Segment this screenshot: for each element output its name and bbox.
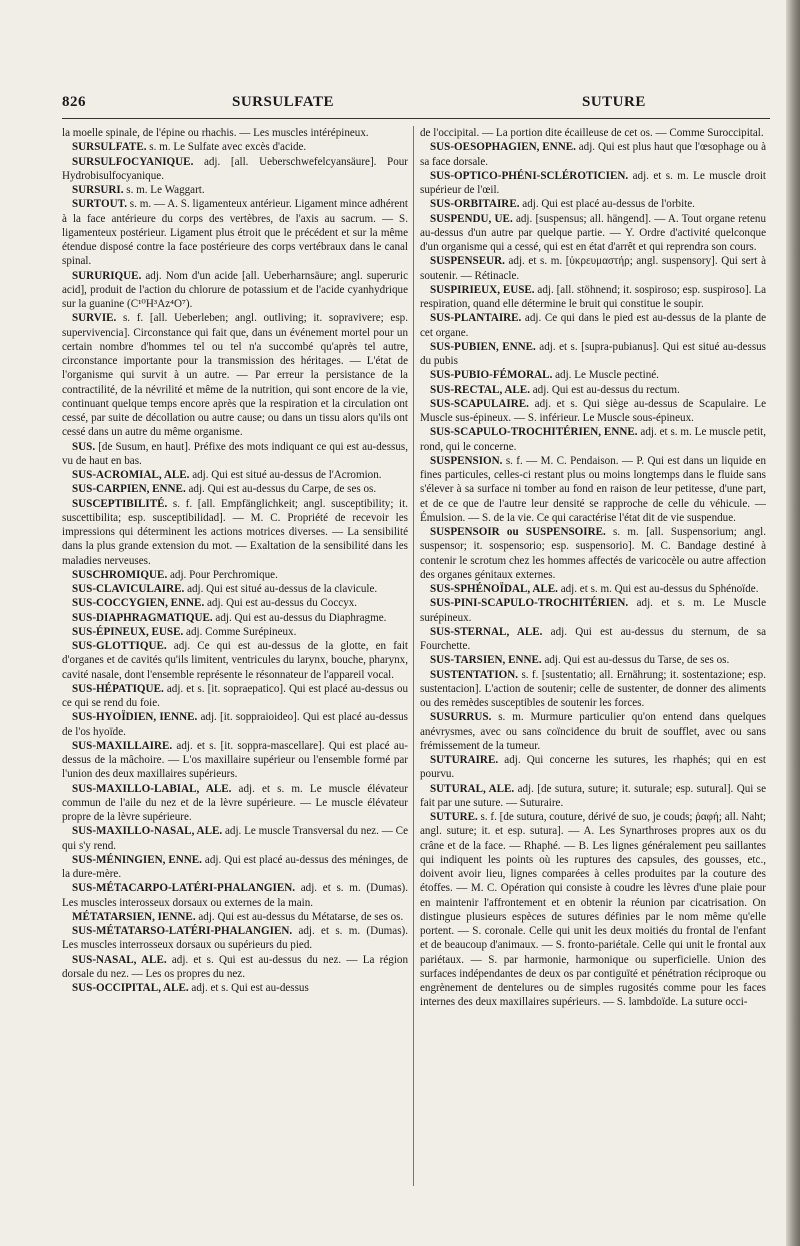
entry-headword: SUTURE.: [430, 811, 478, 823]
dictionary-entry: [420, 525, 766, 582]
entry-headword: SUS-MAXILLO-NASAL, ALE.: [72, 825, 223, 838]
entry-definition: adj. [it. soppraioideo]. Qui est placé au-dessus de l'os hyoïde.: [62, 711, 408, 738]
entry-headword: SUS-SCAPULAIRE.: [430, 397, 529, 410]
entry-definition: adj. Qui est au-dessus du sternum, de sa Fourchette.: [420, 625, 766, 652]
entry-headword: SUS-ÉPINEUX, EUSE.: [72, 625, 184, 638]
entry-definition: adj. et s. m. (Dumas). Les muscles interosseux dorsaux ou externes de la main.: [62, 882, 408, 909]
entry-definition: adj. Qui est au-dessus du Tarse, de ses os.: [541, 654, 730, 667]
entry-headword: SUS-STERNAL, ALE.: [430, 625, 543, 638]
dictionary-entry: [420, 283, 766, 312]
dictionary-entry: [62, 497, 408, 568]
entry-headword: SUS-MÉNINGIEN, ENNE.: [72, 853, 202, 866]
entry-definition: s. m. Le Sulfate avec excès d'acide.: [146, 141, 307, 154]
entry-definition: adj. et s. Qui est au-dessus du nez. — La région dorsale du nez. — Les os propres du nez.: [62, 953, 408, 980]
dictionary-entry: [420, 668, 766, 711]
dictionary-entry: [62, 611, 408, 625]
dictionary-entry: [62, 739, 408, 782]
entry-headword: MÉTATARSIEN, IENNE.: [72, 910, 196, 923]
entry-definition: adj. et s. Qui est au-dessus: [188, 982, 309, 994]
dictionary-entry: [62, 924, 408, 953]
entry-definition: adj. Le muscle Transversal du nez. — Ce qui s'y rend.: [62, 825, 408, 852]
entry-headword: SURVIE.: [72, 312, 117, 325]
entry-headword: SUSPENSOIR ou SUSPENSOIRE.: [430, 526, 606, 538]
entry-headword: SUTURAIRE.: [430, 754, 499, 766]
entry-headword: SUS-PUBIO-FÉMORAL.: [430, 369, 553, 382]
dictionary-entry: [420, 425, 766, 454]
entry-definition: adj. et s. Qui siège au-dessus de Scapulaire. Le Muscle sus-épineux. — S. inférieur. Le Muscle sous-épineux.: [420, 397, 766, 424]
dictionary-entry: [62, 468, 408, 482]
entry-definition: adj. et s. [supra-pubianus]. Qui est situé au-dessus du pubis: [420, 340, 767, 367]
entry-definition: adj. et s. [it. sopraepatico]. Qui est placé au-dessus ou ce qui se rend du foie.: [62, 682, 408, 709]
entry-definition: adj. Qui est situé au-dessus de la clavicule.: [184, 583, 378, 595]
dictionary-entry: [62, 568, 408, 582]
dictionary-entry: [420, 383, 766, 397]
entry-headword: SUS.: [72, 440, 96, 453]
entry-definition: s. f. — M. C. Pendaison. — P. Qui est dans un liquide en fines particules, celles-ci restant plus ou moins longtemps dans le fluide sans s'élever à sa surface ni tomber au fond en raison de leur petitesse, d'une part, et de ce que de l'autre leur densité se rapproche de celle du véhicule. —Émulsion. — S. de la vie. Ce qui caractérise l'état dit de vie suspendue.: [420, 454, 766, 524]
dictionary-entry: [62, 155, 408, 184]
entry-headword: SURTOUT.: [72, 198, 127, 211]
entry-headword: SUSCEPTIBILITÉ.: [72, 497, 168, 510]
right-column: [420, 126, 766, 1010]
page-edge: [786, 0, 800, 1246]
entry-definition: s. m. Le Waggart.: [123, 184, 205, 196]
entry-definition: adj. Le Muscle pectiné.: [552, 369, 659, 382]
entry-definition: s. m. [all. Suspensorium; angl. suspensor; it. sospensorio; esp. suspensorio]. M. C. Bandage destiné à contenir le scrotum chez les hommes affectés de varicocèle ou autre affection des organes génitaux externes.: [420, 526, 766, 581]
dictionary-entry: [420, 810, 766, 1010]
header-rule: [62, 118, 770, 119]
dictionary-entry: [420, 582, 766, 596]
entry-definition: adj. [suspensus; all. hängend]. — A. Tout organe retenu au-dessus d'un autre par quelque partie. — Y. Ordre d'activité quelconque d'un organisme qui a cessé, qui est en état d'arrêt et qui reprendra son cours.: [420, 212, 766, 253]
entry-definition: s. f. [sustentatio; all. Ernährung; it. sostentazione; esp. sustentacion]. L'action de soutenir; celle de sustenter, de donner des aliments ou des remèdes susceptibles de soutenir les forces.: [420, 668, 766, 709]
entry-headword: SUS-MÉTATARSO-LATÉRI-PHALANGIEN.: [72, 925, 293, 937]
dictionary-entry: [420, 397, 766, 426]
dictionary-entry: [62, 269, 408, 312]
entry-definition: adj. Qui est au-dessus du Diaphragme.: [212, 611, 387, 624]
entry-definition: adj. et s. m. Le Muscle surépineux.: [420, 597, 766, 624]
entry-definition: adj. et s. m. Le muscle droit supérieur de l'œil.: [420, 169, 766, 196]
entry-definition: adj. Ce qui est au-dessus de la glotte, en fait d'organes et de cavités qu'ils limitent, ventricules du larynx, bouche, pharynx, cavité nasale, dont l'ensemble représente le résonnateur de l'appareil vocal.: [62, 640, 408, 681]
entry-headword: SUS-OESOPHAGIEN, ENNE.: [430, 141, 576, 154]
entry-definition: adj. [all. Ueberschwefelcyansäure]. Pour Hydrobisulfocyanique.: [62, 155, 408, 182]
right-running-head: SUTURE: [582, 94, 646, 110]
entry-headword: SUTURAL, ALE.: [430, 782, 515, 795]
entry-headword: SUSTENTATION.: [430, 668, 519, 681]
entry-definition: adj. Nom d'un acide [all. Ueberharnsäure; angl. superuric acid], produit de l'action du chlorure de potassium et de l'acide cyanhydrique sur la guanine (C¹⁰H³Az⁴O⁷).: [62, 269, 408, 310]
dictionary-entry: [62, 197, 408, 268]
entry-headword: SUS-CLAVICULAIRE.: [72, 583, 185, 595]
page-header: [62, 94, 762, 116]
dictionary-entry: [420, 126, 766, 140]
dictionary-entry: [420, 140, 766, 169]
dictionary-entry: [420, 169, 766, 198]
entry-definition: s. m. — A. S. ligamenteux antérieur. Ligament mince adhérent à la face antérieure du corps des vertèbres, de l'axis au sacrum. — S. ligamenteux postérieur. Ligament plus étroit que le précédent et sur la même étendue disposé contre la face postérieure des corps vertébraux dans le canal spinal.: [62, 198, 408, 268]
entry-headword: SUSURRUS.: [430, 711, 492, 724]
dictionary-entry: [62, 782, 408, 825]
entry-headword: SURSULFATE.: [72, 141, 147, 154]
entry-definition: adj. et s. m. Qui est au-dessus du Sphénoïde.: [557, 583, 759, 595]
left-running-head: SURSULFATE: [232, 94, 334, 110]
entry-definition: adj. Qui concerne les sutures, les rhaphés; qui en est pourvu.: [420, 754, 766, 781]
entry-headword: SUS-ORBITAIRE.: [430, 198, 520, 211]
dictionary-entry: [62, 625, 408, 639]
dictionary-entry: [62, 682, 408, 711]
entry-definition: s. f. [de sutura, couture, dérivé de suo, je couds; ῥαφή; all. Naht; angl. suture; it. et esp. sutura]. — A. Les Synarthroses propres aux os du crâne et de la face. — Rhaphé. — B. Les lignes généralement peu saillantes qui indiquent les points où les ruptures des capsules, des gousses, etc., doivent avoir lieu, lignes comparées à celles produites par la couture des étoffes. — M. C. Opération qui consiste à coudre les lèvres d'une plaie pour en maintenir l'affrontement et en obtenir la réunion par cicatrisation. On distingue plusieurs espèces de sutures définies par le nom même qu'elle portent. — S. coronale. Celle qui unit les deux moitiés du frontal de l'enfant et de beaucoup d'animaux. — S. fronto-pariétale. Celle qui unit le frontal aux pariétaux. — S. par harmonie, harmonique ou superficielle. Union des surfaces indépendantes de deux os par contiguïté et pénétration réciproque ou engrènement de dentelures ou de simples rugosités comme pour les faces internes des deux maxillaires supérieurs. — S. lambdoïde. La suture occi-: [420, 811, 766, 1009]
entry-headword: SUS-HÉPATIQUE.: [72, 682, 164, 695]
entry-headword: SUS-MÉTACARPO-LATÉRI-PHALANGIEN.: [72, 882, 296, 895]
dictionary-entry: [420, 596, 766, 625]
dictionary-entry: [62, 710, 408, 739]
entry-headword: SUS-COCCYGIEN, ENNE.: [72, 597, 205, 610]
dictionary-entry: [62, 183, 408, 197]
entry-definition: adj. et s. m. (Dumas). Les muscles interrosseux dorsaux ou supérieurs du pied.: [62, 925, 408, 952]
entry-headword: SUS-RECTAL, ALE.: [430, 383, 530, 396]
entry-definition: adj. Qui est au-dessus du Métatarse, de ses os.: [195, 910, 404, 923]
dictionary-entry: [420, 311, 766, 340]
dictionary-entry: [62, 824, 408, 853]
entry-headword: SUS-ACROMIAL, ALE.: [72, 469, 190, 481]
entry-definition: adj. [all. stöhnend; it. sospiroso; esp. suspiroso]. La respiration, quand elle détermine le bruit qui constitue le soupir.: [420, 283, 766, 310]
dictionary-entry: [420, 454, 766, 525]
entry-headword: SUS-MAXILLO-LABIAL, ALE.: [72, 782, 232, 795]
entry-definition: adj. Qui est placé au-dessus des méninges, de la dure-mère.: [62, 853, 408, 880]
dictionary-entry: [62, 126, 408, 140]
entry-headword: SUS-NASAL, ALE.: [72, 953, 167, 966]
dictionary-entry: [62, 853, 408, 882]
dictionary-entry: [62, 311, 408, 439]
entry-definition: adj. Qui est situé au-dessus de l'Acromion.: [189, 469, 382, 481]
entry-definition: adj. Qui est plus haut que l'œsophage ou à sa face dorsale.: [420, 141, 767, 168]
dictionary-entry: [62, 953, 408, 982]
entry-headword: SUS-OPTICO-PHÉNI-SCLÉROTICIEN.: [430, 169, 629, 182]
entry-definition: adj. et s. [it. soppra-mascellare]. Qui est placé au-dessus de la mâchoire. — L'os maxillaire supérieur ou l'ensemble formé par l'union des deux maxillaires supérieurs.: [62, 739, 408, 781]
entry-headword: SUS-SPHÉNOÏDAL, ALE.: [430, 583, 558, 595]
dictionary-entry: [420, 340, 766, 369]
entry-definition: adj. Qui est placé au-dessus de l'orbite.: [519, 198, 695, 211]
entry-headword: SUS-CARPIEN, ENNE.: [72, 483, 186, 496]
entry-headword: SUS-DIAPHRAGMATIQUE.: [72, 611, 213, 624]
entry-definition: adj. [de sutura, suture; it. suturale; esp. sutural]. Qui se fait par une suture. — Suturaire.: [420, 782, 766, 809]
entry-definition: adj. Qui est au-dessus du rectum.: [529, 383, 680, 396]
entry-headword: SUS-GLOTTIQUE.: [72, 640, 167, 652]
entry-definition: la moelle spinale, de l'épine ou rhachis. — Les muscles intérépineux.: [62, 127, 369, 139]
entry-headword: SURURIQUE.: [72, 269, 142, 282]
dictionary-entry: [420, 653, 766, 667]
dictionary-entry: [420, 710, 766, 753]
entry-definition: adj. Pour Perchromique.: [167, 568, 278, 581]
entry-definition: adj. Ce qui dans le pied est au-dessus de la plante de cet organe.: [420, 312, 766, 339]
dictionary-entry: [62, 639, 408, 682]
entry-headword: SUS-HYOÏDIEN, IENNE.: [72, 711, 198, 724]
dictionary-entry: [420, 368, 766, 382]
entry-definition: adj. Qui est au-dessus du Carpe, de ses os.: [185, 483, 377, 496]
entry-headword: SUSCHROMIQUE.: [72, 568, 168, 581]
entry-definition: adj. et s. m. Le muscle petit, rond, qui le concerne.: [420, 426, 767, 453]
entry-definition: adj. Qui est au-dessus du Coccyx.: [204, 597, 358, 610]
page-number: 826: [62, 94, 86, 110]
entry-definition: adj. et s. m. [ὑκρευμαστήρ; angl. suspensory]. Qui sert à soutenir. — Rétinacle.: [420, 255, 766, 282]
entry-definition: adj. et s. m. Le muscle élévateur commun de l'aile du nez et de la lèvre supérieure. — Le muscle élévateur propre de la lèvre supérieure.: [62, 782, 408, 823]
dictionary-entry: [62, 910, 408, 924]
entry-headword: SUSPIRIEUX, EUSE.: [430, 283, 535, 296]
entry-headword: SUS-MAXILLAIRE.: [72, 739, 173, 752]
dictionary-entry: [420, 625, 766, 654]
entry-headword: SURSURI.: [72, 184, 124, 196]
dictionary-entry: [62, 140, 408, 154]
entry-headword: SUS-PLANTAIRE.: [430, 312, 522, 325]
left-column: [62, 126, 408, 995]
dictionary-entry: [420, 197, 766, 211]
entry-definition: [de Susum, en haut]. Préfixe des mots indiquant ce qui est au-dessus, vu de haut en bas.: [62, 440, 408, 467]
entry-headword: SUSPENSION.: [430, 454, 503, 467]
entry-headword: SUS-OCCIPITAL, ALE.: [72, 982, 189, 994]
column-divider: [413, 126, 414, 1186]
dictionary-entry: [420, 212, 766, 255]
entry-headword: SUS-PINI-SCAPULO-TROCHITÉRIEN.: [430, 597, 629, 610]
entry-headword: SUS-SCAPULO-TROCHITÉRIEN, ENNE.: [430, 426, 638, 439]
dictionary-entry: [420, 753, 766, 782]
entry-definition: s. f. [all. Empfänglichkeit; angl. susceptibility; it. suscettibilita; esp. susceptibilidad]. — M. C. Propriété de recevoir les impressions qui déterminent les actions motrices diverses. — La sensibilité dans la plus grande extension du mot. — Exaltation de la sensibilité dans les maladies nerveuses.: [62, 497, 408, 567]
entry-definition: de l'occipital. — La portion dite écailleuse de cet os. — Comme Suroccipital.: [420, 127, 764, 139]
dictionary-entry: [62, 482, 408, 496]
entry-headword: SURSULFOCYANIQUE.: [72, 155, 194, 168]
entry-headword: SUSPENSEUR.: [430, 255, 505, 268]
entry-definition: adj. Comme Surépineux.: [183, 625, 297, 638]
entry-definition: s. m. Murmure particulier qu'on entend dans quelques anévrysmes, avec ou sans coïncidence du bruit de soufflet, avec ou sans frémissement de la tumeur.: [420, 711, 766, 752]
dictionary-entry: [62, 440, 408, 469]
dictionary-entry: [420, 782, 766, 811]
dictionary-entry: [420, 254, 766, 283]
entry-definition: s. f. [all. Ueberleben; angl. outliving; it. sopravivere; esp. supervivencia]. Circonstance qui fait que, dans un événement mortel pour un certain nombre d'hommes tel ou tel n'a succombé qu'après tel autre, circonstance importante pour la transmission des héritages. — L'état de l'organisme qui survit à un autre. — Par erreur la persistance de la contractilité, de la névrilité et même de la nutrition, qui sont encore de la vie, continuant quelque temps encore après que la respiration et la circulation ont cessé, par suite de décollation ou autre cause; ou dans un tissu alors qu'ils ont cessé dans un autre du même organisme.: [62, 312, 408, 439]
dictionary-entry: [62, 582, 408, 596]
entry-headword: SUS-TARSIEN, ENNE.: [430, 654, 542, 667]
dictionary-entry: [62, 981, 408, 995]
entry-headword: SUS-PUBIEN, ENNE.: [430, 340, 536, 353]
entry-headword: SUSPENDU, UE.: [430, 212, 513, 225]
dictionary-entry: [62, 881, 408, 910]
dictionary-entry: [62, 596, 408, 610]
